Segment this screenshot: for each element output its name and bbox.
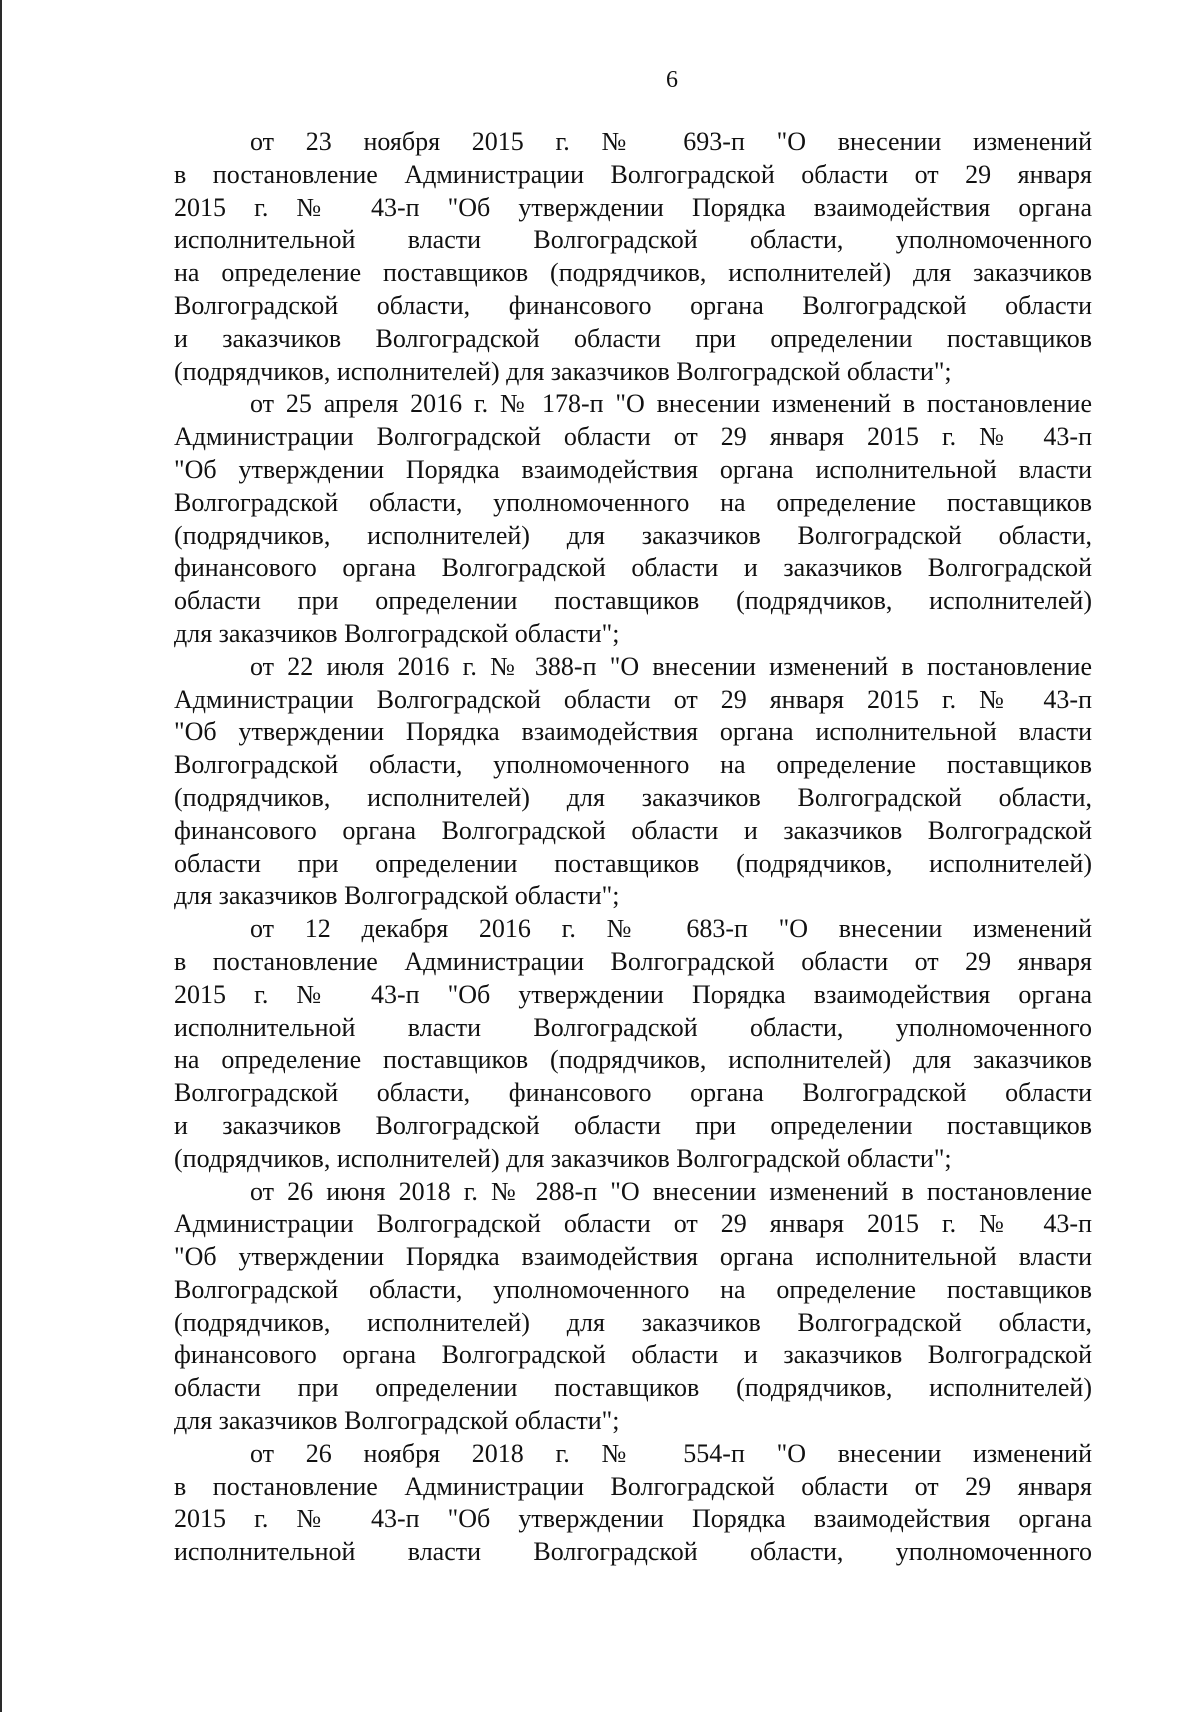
text-line: Волгоградской области, финансового органа Волгоградской области: [174, 290, 1092, 320]
text-line: финансового органа Волгоградской области и заказчиков Волгоградской: [174, 815, 1092, 845]
paragraph: [174, 1438, 1092, 1569]
text-line: финансового органа Волгоградской области и заказчиков Волгоградской: [174, 553, 1092, 583]
text-line: от 23 ноября 2015 г. № 693-п "О внесении изменений: [250, 127, 1092, 156]
text-line: финансового органа Волгоградской области и заказчиков Волгоградской: [174, 1340, 1092, 1370]
text-line: от 25 апреля 2016 г. № 178-п "О внесении изменений в постановление: [250, 389, 1092, 419]
text-line: Администрации Волгоградской области от 29 января 2015 г. № 43-п: [174, 1209, 1092, 1239]
text-line: и заказчиков Волгоградской области при определении поставщиков: [174, 323, 1092, 353]
text-line: исполнительной власти Волгоградской области, уполномоченного: [174, 1537, 1092, 1567]
text-line: (подрядчиков, исполнителей) для заказчиков Волгоградской области,: [174, 520, 1092, 550]
text-line: (подрядчиков, исполнителей) для заказчиков Волгоградской области,: [174, 782, 1092, 812]
text-line: от 26 ноября 2018 г. № 554-п "О внесении изменений: [250, 1438, 1092, 1468]
text-line: от 22 июля 2016 г. № 388-п "О внесении изменений в постановление: [250, 651, 1092, 681]
text-line: в постановление Администрации Волгоградской области от 29 января: [174, 946, 1092, 976]
text-line: исполнительной власти Волгоградской области, уполномоченного: [174, 1012, 1092, 1042]
paragraph: [174, 651, 1092, 913]
text-line: в постановление Администрации Волгоградской области от 29 января: [174, 159, 1092, 189]
page-number: 6: [666, 67, 678, 93]
text-line: от 26 июня 2018 г. № 288-п "О внесении изменений в постановление: [250, 1176, 1092, 1206]
text-line: для заказчиков Волгоградской области";: [174, 881, 620, 911]
text-line: 2015 г. № 43-п "Об утверждении Порядка взаимодействия органа: [174, 1504, 1092, 1534]
document-text: [174, 126, 1092, 1569]
paragraph: [174, 1176, 1092, 1438]
text-line: области при определении поставщиков (подрядчиков, исполнителей): [174, 586, 1092, 616]
text-line: Администрации Волгоградской области от 29 января 2015 г. № 43-п: [174, 684, 1092, 714]
paragraph: [174, 388, 1092, 650]
text-line: Волгоградской области, уполномоченного на определение поставщиков: [174, 1274, 1092, 1304]
text-line: в постановление Администрации Волгоградской области от 29 января: [174, 1471, 1092, 1501]
text-line: для заказчиков Волгоградской области";: [174, 618, 620, 648]
text-line: на определение поставщиков (подрядчиков, исполнителей) для заказчиков: [174, 258, 1092, 288]
paragraph: [174, 126, 1092, 388]
text-line: 2015 г. № 43-п "Об утверждении Порядка взаимодействия органа: [174, 192, 1092, 222]
text-line: области при определении поставщиков (подрядчиков, исполнителей): [174, 1373, 1092, 1403]
scan-edge: [0, 0, 2, 1712]
text-line: "Об утверждении Порядка взаимодействия органа исполнительной власти: [174, 454, 1092, 484]
text-line: (подрядчиков, исполнителей) для заказчиков Волгоградской области";: [174, 1143, 952, 1173]
text-line: (подрядчиков, исполнителей) для заказчиков Волгоградской области";: [174, 356, 952, 386]
paragraph: [174, 913, 1092, 1175]
text-line: Волгоградской области, уполномоченного на определение поставщиков: [174, 487, 1092, 517]
text-line: Администрации Волгоградской области от 29 января 2015 г. № 43-п: [174, 422, 1092, 452]
text-line: Волгоградской области, финансового органа Волгоградской области: [174, 1078, 1092, 1108]
text-line: для заказчиков Волгоградской области";: [174, 1406, 620, 1436]
text-line: от 12 декабря 2016 г. № 683-п "О внесении изменений: [250, 914, 1092, 944]
text-line: области при определении поставщиков (подрядчиков, исполнителей): [174, 848, 1092, 878]
text-line: и заказчиков Волгоградской области при определении поставщиков: [174, 1110, 1092, 1140]
text-line: "Об утверждении Порядка взаимодействия органа исполнительной власти: [174, 1242, 1092, 1272]
text-line: Волгоградской области, уполномоченного на определение поставщиков: [174, 750, 1092, 780]
text-line: (подрядчиков, исполнителей) для заказчиков Волгоградской области,: [174, 1307, 1092, 1337]
text-line: на определение поставщиков (подрядчиков, исполнителей) для заказчиков: [174, 1045, 1092, 1075]
text-line: "Об утверждении Порядка взаимодействия органа исполнительной власти: [174, 717, 1092, 747]
text-line: 2015 г. № 43-п "Об утверждении Порядка взаимодействия органа: [174, 979, 1092, 1009]
text-line: исполнительной власти Волгоградской области, уполномоченного: [174, 225, 1092, 255]
